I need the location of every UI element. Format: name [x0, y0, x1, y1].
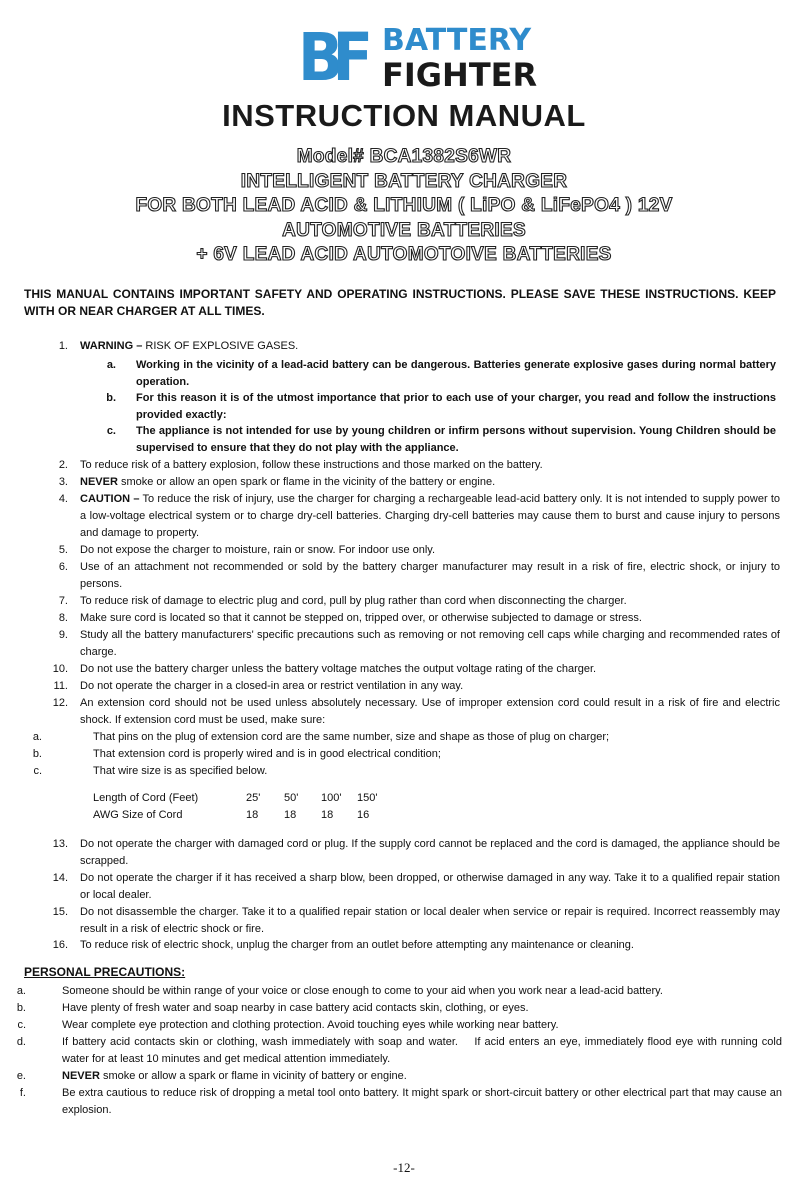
item-bold: NEVER: [62, 1070, 100, 1082]
item-text: Do not expose the charger to moisture, rain or snow. For indoor use only.: [80, 544, 436, 556]
table-cell: 50': [284, 792, 299, 804]
item-text: To reduce risk of electric shock, unplug the charger from an outlet before attempting any maintenance or cleaning.: [80, 939, 634, 951]
item-text: Do not operate the charger in a closed-in area or restrict ventilation in any way.: [80, 680, 464, 692]
item-text: To reduce the risk of injury, use the charger for charging a rechargeable lead-acid battery only. It is not intended to supply power to a low-voltage electrical system or to charge dry-cell batteries. Charging dry-cell batteries may cause them to burst and cause injury to persons and damage to property.: [80, 493, 781, 539]
item-number: 14.: [52, 872, 68, 884]
page-number: -12-: [393, 1160, 415, 1175]
model-line: INTELLIGENT BATTERY CHARGER: [240, 170, 568, 192]
item-number: 8.: [58, 612, 68, 624]
model-line: Model# BCA1382S6WR: [296, 146, 512, 167]
item-text: smoke or allow an open spark or flame in the vicinity of the battery or engine.: [117, 476, 496, 488]
item-number: 15.: [52, 906, 68, 918]
model-line: AUTOMOTIVE BATTERIES: [282, 219, 526, 241]
item-number: c.: [33, 765, 42, 777]
item-number: a.: [16, 985, 26, 997]
item-text: Do not operate the charger if it has received a sharp blow, been dropped, or otherwise damaged in any way. Take it to a qualified repair station or local dealer.: [80, 872, 780, 901]
item-number: e.: [16, 1070, 26, 1082]
item-text: RISK OF EXPLOSIVE GASES.: [142, 340, 299, 352]
item-text: Be extra cautious to reduce risk of dropping a metal tool onto battery. It might spark or short-circuit battery or other electrical part that may cause an explosion.: [62, 1087, 782, 1116]
item-number: 6.: [58, 561, 68, 573]
item-text: For this reason it is of the utmost importance that prior to each use of your charger, you read and follow the instructions provided exactly:: [136, 392, 776, 421]
logo-mark: BF: [298, 19, 363, 96]
item-text: Make sure cord is located so that it cannot be stepped on, tripped over, or otherwise subjected to damage or stress.: [80, 612, 642, 624]
item-text: Do not disassemble the charger. Take it to a qualified repair station or local dealer when service or repair is required. Incorrect reassembly may result in a risk of electric shock or fire.: [80, 906, 780, 935]
item-bold: NEVER: [80, 476, 118, 488]
item-text: Use of an attachment not recommended or sold by the battery charger manufacturer may result in a risk of fire, electric shock, or injury to persons.: [80, 561, 780, 590]
item-number: a.: [32, 731, 42, 743]
item-number: 7.: [58, 595, 68, 607]
item-number: 12.: [52, 697, 68, 709]
table-cell: 25': [246, 792, 261, 804]
item-number: a.: [106, 359, 116, 371]
item-text: That wire size is as specified below.: [93, 765, 268, 777]
item-number: f.: [19, 1087, 26, 1099]
item-number: d.: [16, 1036, 26, 1048]
item-number: 2.: [58, 459, 68, 471]
item-number: 10.: [52, 663, 68, 675]
item-number: 4.: [58, 493, 68, 505]
table-cell: 16: [357, 809, 370, 821]
model-line: FOR BOTH LEAD ACID & LITHIUM ( LiPO & LiFePO4 ) 12V: [135, 195, 673, 216]
item-text: To reduce risk of a battery explosion, follow these instructions and those marked on the battery.: [80, 459, 543, 471]
item-number: c.: [106, 425, 116, 437]
model-block: [0, 145, 808, 268]
item-number: b.: [32, 748, 42, 760]
item-text: That pins on the plug of extension cord are the same number, size and shape as those of plug on charger;: [93, 731, 610, 743]
table-cell: 18: [321, 809, 334, 821]
item-text: An extension cord should not be used unless absolutely necessary. Use of improper extension cord could result in a risk of fire and electric shock. If extension cord must be used, make sure:: [80, 697, 780, 726]
table-cell: 18: [246, 809, 259, 821]
item-text: Wear complete eye protection and clothing protection. Avoid touching eyes while working near battery.: [62, 1019, 559, 1031]
item-text: Study all the battery manufacturers' specific precautions such as removing or not removing cell caps while charging and recommended rates of charge.: [80, 629, 780, 658]
item-number: 3.: [58, 476, 68, 488]
model-line: + 6V LEAD ACID AUTOMOTOIVE BATTERIES: [196, 244, 612, 265]
item-bold: CAUTION –: [80, 493, 140, 505]
item-bold: WARNING –: [80, 340, 143, 352]
item-number: 11.: [53, 680, 68, 692]
item-number: 16.: [52, 939, 68, 951]
item-number: 9.: [58, 629, 68, 641]
item-text: The appliance is not intended for use by young children or infirm persons without supervision. Young Children should be supervised to ensure that they do not play with the appliance.: [136, 425, 776, 454]
item-number: 5.: [58, 544, 68, 556]
table-cell: 100': [321, 792, 342, 804]
logo-line-1: BATTERY: [382, 23, 532, 58]
item-text: Have plenty of fresh water and soap nearby in case battery acid contacts skin, clothing, or eyes.: [62, 1002, 529, 1014]
item-number: 13.: [52, 838, 68, 850]
awg-size-label: AWG Size of Cord: [93, 809, 183, 821]
cord-length-label: Length of Cord (Feet): [93, 792, 199, 804]
logo-line-2: FIGHTER: [382, 56, 538, 94]
intro-notice: THIS MANUAL CONTAINS IMPORTANT SAFETY AND OPERATING INSTRUCTIONS. PLEASE SAVE THESE INSTRUCTIONS. KEEP WITH OR NEAR CHARGER AT ALL TIMES.: [24, 287, 776, 318]
table-cell: 150': [357, 792, 378, 804]
item-text: If battery acid contacts skin or clothing, wash immediately with soap and water. If acid enters an eye, immediately flood eye with running cold water for at least 10 minutes and get medical attention immediately.: [62, 1036, 786, 1065]
item-text: Do not use the battery charger unless the battery voltage matches the output voltage rating of the charger.: [80, 663, 597, 675]
item-text: smoke or allow a spark or flame in vicinity of battery or engine.: [99, 1070, 407, 1082]
personal-precautions-heading: PERSONAL PRECAUTIONS:: [24, 965, 186, 979]
item-text: That extension cord is properly wired and is in good electrical condition;: [93, 748, 441, 760]
brand-logo: [298, 19, 538, 96]
table-cell: 18: [284, 809, 297, 821]
item-text: To reduce risk of damage to electric plug and cord, pull by plug rather than cord when disconnecting the charger.: [80, 595, 627, 607]
item-number: c.: [17, 1019, 26, 1031]
item-number: b.: [16, 1002, 26, 1014]
item-number: b.: [106, 392, 116, 404]
item-text: Do not operate the charger with damaged cord or plug. If the supply cord cannot be replaced and the cord is damaged, the appliance should be scrapped.: [80, 838, 780, 867]
item-text: Someone should be within range of your voice or close enough to come to your aid when you work near a lead-acid battery.: [62, 985, 663, 997]
item-text: Working in the vicinity of a lead-acid battery can be dangerous. Batteries generate explosive gases during normal battery operation.: [136, 359, 776, 388]
item-number: 1.: [58, 340, 68, 352]
manual-title: INSTRUCTION MANUAL: [222, 98, 586, 133]
